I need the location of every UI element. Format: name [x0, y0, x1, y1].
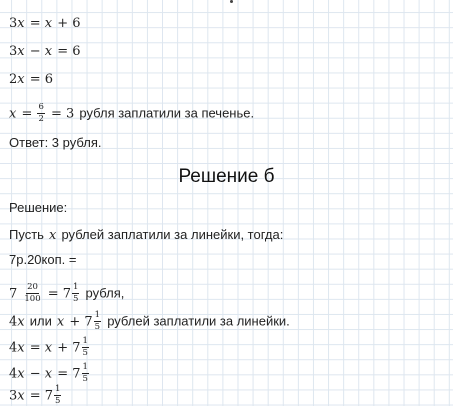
- section-heading: Решение б: [178, 166, 275, 187]
- coef: 4: [9, 340, 18, 356]
- intro-prefix: Пусть: [9, 227, 44, 242]
- equation-line-6: 4x − x = 7 $\frac{1}{5}$: [9, 362, 88, 384]
- intro-line: [9, 226, 283, 242]
- fraction: $\frac{1}{5}$: [82, 362, 88, 384]
- var: x: [17, 314, 25, 330]
- var: x: [44, 366, 53, 382]
- var: x: [17, 16, 25, 31]
- cropped-dot: [230, 0, 233, 3]
- const: 6: [72, 16, 81, 31]
- equation-line-7: 3x = 7 $\frac{1}{5}$: [9, 384, 61, 406]
- whole: 7: [9, 286, 18, 302]
- fraction: $\frac{6}{2}$: [38, 102, 44, 124]
- coef: 3: [9, 388, 18, 404]
- mixed-number-line: 7 $\frac{20}{100}$ = 7 $\frac{1}{5}$ рубля,: [9, 282, 125, 304]
- coef: 4: [9, 314, 18, 330]
- whole: 7: [72, 366, 81, 382]
- var: x: [44, 16, 53, 31]
- equation-line-4: x = $\frac{6}{2}$ = 3 рубля заплатили за печенье.: [9, 102, 255, 124]
- var: x: [17, 72, 25, 87]
- cropped-top-text: [40, 0, 233, 6]
- alt-text: рублей заплатили за линейки.: [107, 313, 290, 329]
- const: 6: [72, 44, 81, 59]
- equation-text: рубля заплатили за печенье.: [79, 105, 255, 121]
- fraction: $\frac{20}{100}$: [24, 282, 41, 304]
- answer-line: Ответ: 3 рубля.: [9, 135, 102, 150]
- whole: 7: [72, 340, 81, 356]
- fraction: $\frac{1}{5}$: [94, 310, 101, 332]
- var: x: [17, 44, 25, 59]
- coef: 3: [9, 16, 18, 31]
- unit-text: рубля,: [85, 285, 125, 301]
- solution-label: Решение:: [9, 200, 68, 215]
- const: 6: [44, 72, 54, 87]
- whole: 7: [84, 314, 93, 330]
- conversion-line: 7р.20коп. =: [9, 252, 77, 267]
- result: 3: [66, 106, 75, 122]
- equation-line-1: 3x = x + 6: [9, 16, 81, 31]
- whole: 7: [62, 286, 72, 302]
- or-text: или: [29, 313, 52, 329]
- coef: 4: [9, 366, 18, 382]
- var: x: [56, 314, 65, 330]
- equation-line-5: 4x = x + 7 $\frac{1}{5}$: [9, 336, 88, 358]
- fraction: $\frac{1}{5}$: [73, 282, 79, 304]
- equation-line-2: 3x − x = 6: [9, 44, 81, 59]
- var: x: [44, 44, 53, 59]
- var: x: [49, 228, 57, 243]
- coef: 3: [9, 44, 18, 59]
- var: x: [9, 106, 17, 122]
- coef: 2: [9, 72, 18, 87]
- fraction: $\frac{1}{5}$: [82, 336, 88, 358]
- var: x: [17, 366, 25, 382]
- alt-expression-line: 4x или x + 7 $\frac{1}{5}$ рублей заплатили за линейки.: [9, 310, 290, 332]
- var: x: [44, 340, 53, 356]
- equation-line-3: 2x = 6: [9, 72, 54, 87]
- fraction: $\frac{1}{5}$: [55, 384, 61, 406]
- var: x: [17, 340, 25, 356]
- whole: 7: [44, 388, 54, 404]
- var: x: [17, 388, 25, 404]
- intro-suffix: рублей заплатили за линейки, тогда:: [61, 227, 284, 242]
